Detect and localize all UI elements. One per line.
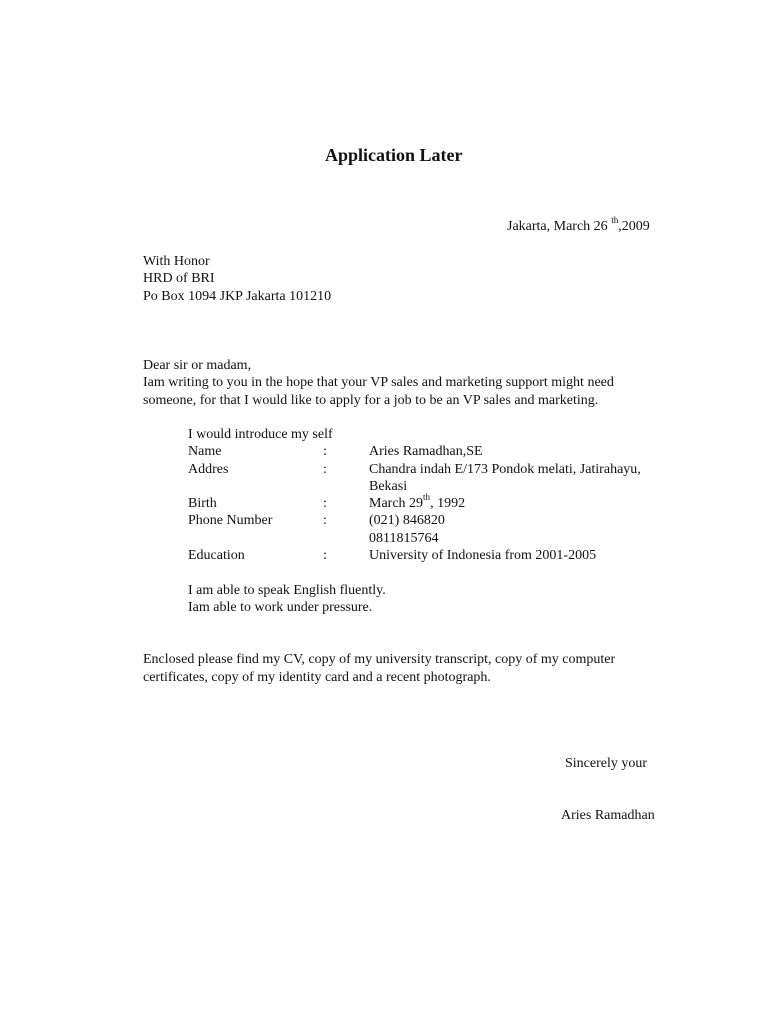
- birth-value: March 29th, 1992: [369, 492, 466, 511]
- introduce-line: I would introduce my self: [188, 427, 333, 442]
- recipient-line-2: HRD of BRI: [143, 271, 215, 286]
- intro-line-2: someone, for that I would like to apply for a job to be an VP sales and marketing.: [143, 393, 599, 408]
- education-value: University of Indonesia from 2001-2005: [369, 548, 597, 563]
- phone-value-line-1: (021) 846820: [369, 513, 445, 528]
- address-value-line-1: Chandra indah E/173 Pondok melati, Jatirahayu,: [369, 462, 641, 477]
- phone-value-line-2: 0811815764: [369, 531, 439, 546]
- recipient-line-1: With Honor: [143, 254, 210, 269]
- education-label: Education: [188, 548, 245, 563]
- letter-date: Jakarta, March 26 $^{th}$,2009: [507, 215, 650, 234]
- salutation: Dear sir or madam,: [143, 358, 252, 373]
- phone-label: Phone Number: [188, 513, 273, 528]
- skill-line-2: Iam able to work under pressure.: [188, 600, 373, 615]
- birth-colon: :: [323, 496, 327, 511]
- name-colon: :: [323, 444, 327, 459]
- letter-title: Application Later: [325, 145, 463, 165]
- enclosed-line-1: Enclosed please find my CV, copy of my university transcript, copy of my computer: [143, 652, 616, 667]
- name-value: Aries Ramadhan,SE: [369, 444, 483, 459]
- name-label: Name: [188, 444, 222, 459]
- intro-line-1: Iam writing to you in the hope that your VP sales and marketing support might need: [143, 375, 614, 390]
- recipient-line-3: Po Box 1094 JKP Jakarta 101210: [143, 289, 332, 304]
- address-label: Addres: [188, 462, 229, 477]
- education-colon: :: [323, 548, 327, 563]
- birth-label: Birth: [188, 496, 217, 511]
- phone-colon: :: [323, 513, 327, 528]
- closing: Sincerely your: [565, 756, 648, 771]
- enclosed-line-2: certificates, copy of my identity card and a recent photograph.: [143, 670, 491, 685]
- skill-line-1: I am able to speak English fluently.: [188, 583, 386, 598]
- signature-name: Aries Ramadhan: [561, 808, 655, 823]
- address-colon: :: [323, 462, 327, 477]
- address-value-line-2: Bekasi: [369, 479, 408, 494]
